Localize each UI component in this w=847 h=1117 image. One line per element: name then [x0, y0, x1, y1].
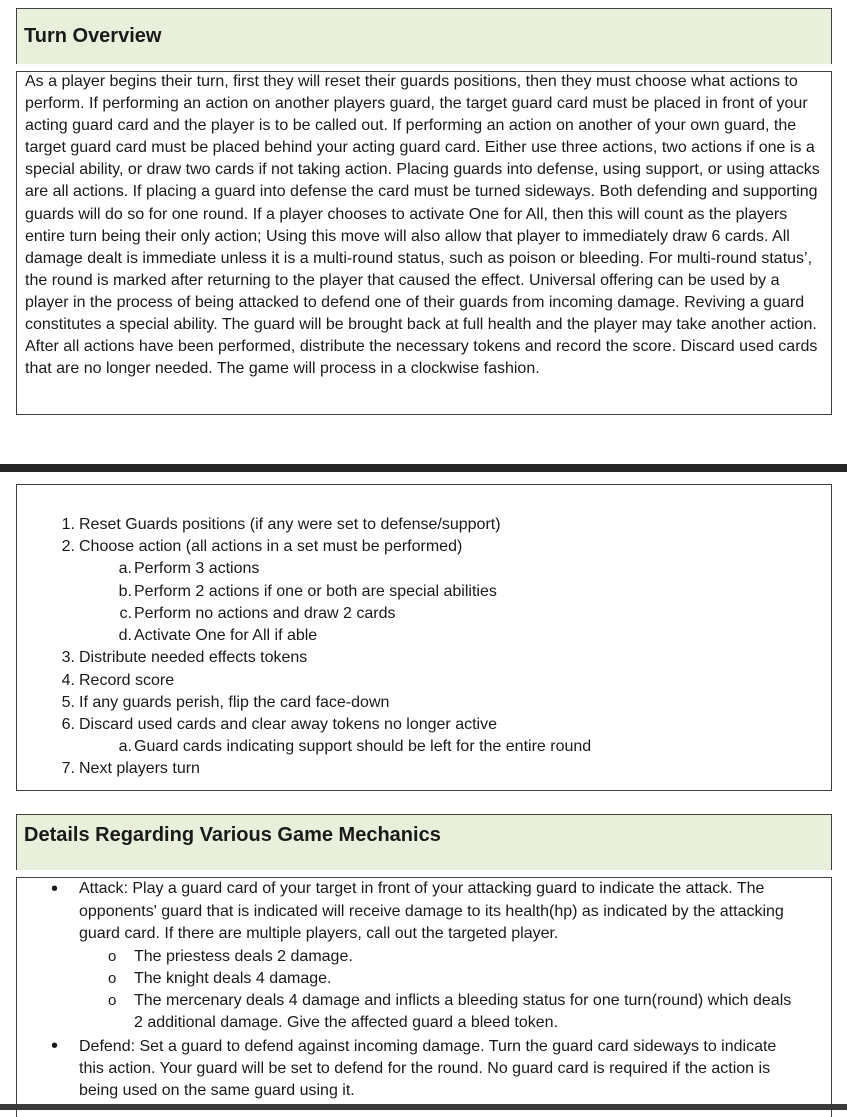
attack-detail-line: The priestess deals 2 damage. [134, 948, 353, 965]
step-item: 7. Next players turn [61, 760, 200, 777]
step-item: 5. If any guards perish, flip the card face-down [61, 694, 390, 711]
step-subitem: c. Perform no actions and draw 2 cards [119, 605, 396, 622]
turn-overview-paragraph: As a player begins their turn, first they will reset their guards positions, then they must choose what actions to perform. If performing an action on another players guard, the target guard card must be placed in front of your acting guard card and the player is to be called out. If performing an action on another of your own guard, the target guard card must be placed behind your acting guard card. Either use three actions, two actions if one is a special ability, or draw two cards if not taking action. Placing guards into defense, using support, or using attacks are all actions. If placing a guard into defense the card must be turned sideways. Both defending and supporting guards will do so for one round. If a player chooses to activate One for All, then this will count as the players entire turn being their only action; Using this move will also allow that player to immediately draw 6 cards. All damage dealt is immediate unless it is a multi-round status, such as poison or bleeding. For multi-round status’, the round is marked after returning to the player that caused the effect. Universal offering can be used by a player in the process of being attacked to defend one of their guards from incoming damage. Reviving a guard constitutes a special ability. The guard will be brought back at full health and the player may take another action. After all actions have been performed, distribute the necessary tokens and record the score. Discard used cards that are no longer needed. The game will process in a clockwise fashion. [25, 73, 820, 378]
attack-detail-line: 2 additional damage. Give the affected guard a bleed token. [134, 1014, 559, 1031]
step-subitem: a. Guard cards indicating support should be left for the entire round [118, 738, 592, 755]
bullet-icon: • [51, 1035, 59, 1057]
defend-line: being used on the same guard using it. [79, 1082, 355, 1099]
turn-overview-header [16, 8, 832, 64]
section-divider [0, 464, 847, 472]
turn-overview-body [16, 71, 832, 415]
step-item: 1. Reset Guards positions (if any were set to defense/support) [61, 516, 501, 533]
bullet-icon: • [51, 878, 59, 900]
step-item: 4. Record score [61, 672, 175, 689]
step-subitem: d. Activate One for All if able [118, 627, 318, 644]
turn-steps-box [16, 484, 832, 791]
bottom-edge-bar [0, 1104, 847, 1110]
attack-detail-line: The mercenary deals 4 damage and inflicts a bleeding status for one turn(round) which deals [134, 992, 792, 1009]
attack-line: opponents' guard that is indicated will receive damage to its health(hp) as indicated by the attacking [79, 903, 784, 920]
sub-bullet-icon: o [108, 992, 117, 1009]
step-subitem: b. Perform 2 actions if one or both are special abilities [118, 583, 497, 600]
attack-line: guard card. If there are multiple players, call out the targeted player. [79, 925, 559, 942]
sub-bullet-icon: o [108, 948, 117, 965]
defend-line: Defend: Set a guard to defend against incoming damage. Turn the guard card sideways to indicate [79, 1038, 777, 1055]
attack-line: Attack: Play a guard card of your target in front of your attacking guard to indicate the attack. The [79, 880, 765, 897]
attack-detail-line: The knight deals 4 damage. [134, 970, 332, 987]
turn-overview-title: Turn Overview [24, 25, 162, 47]
step-item: 3. Distribute needed effects tokens [61, 649, 308, 666]
details-title: Details Regarding Various Game Mechanics [24, 824, 441, 846]
details-body [16, 877, 832, 1117]
step-item: 2. Choose action (all actions in a set must be performed) [61, 538, 463, 555]
step-subitem: a. Perform 3 actions [118, 560, 260, 577]
details-header [16, 814, 832, 870]
sub-bullet-icon: o [108, 970, 117, 987]
step-item: 6. Discard used cards and clear away tokens no longer active [61, 716, 497, 733]
defend-line: this action. Your guard will be set to defend for the round. No guard card is required if the action is [79, 1060, 771, 1077]
